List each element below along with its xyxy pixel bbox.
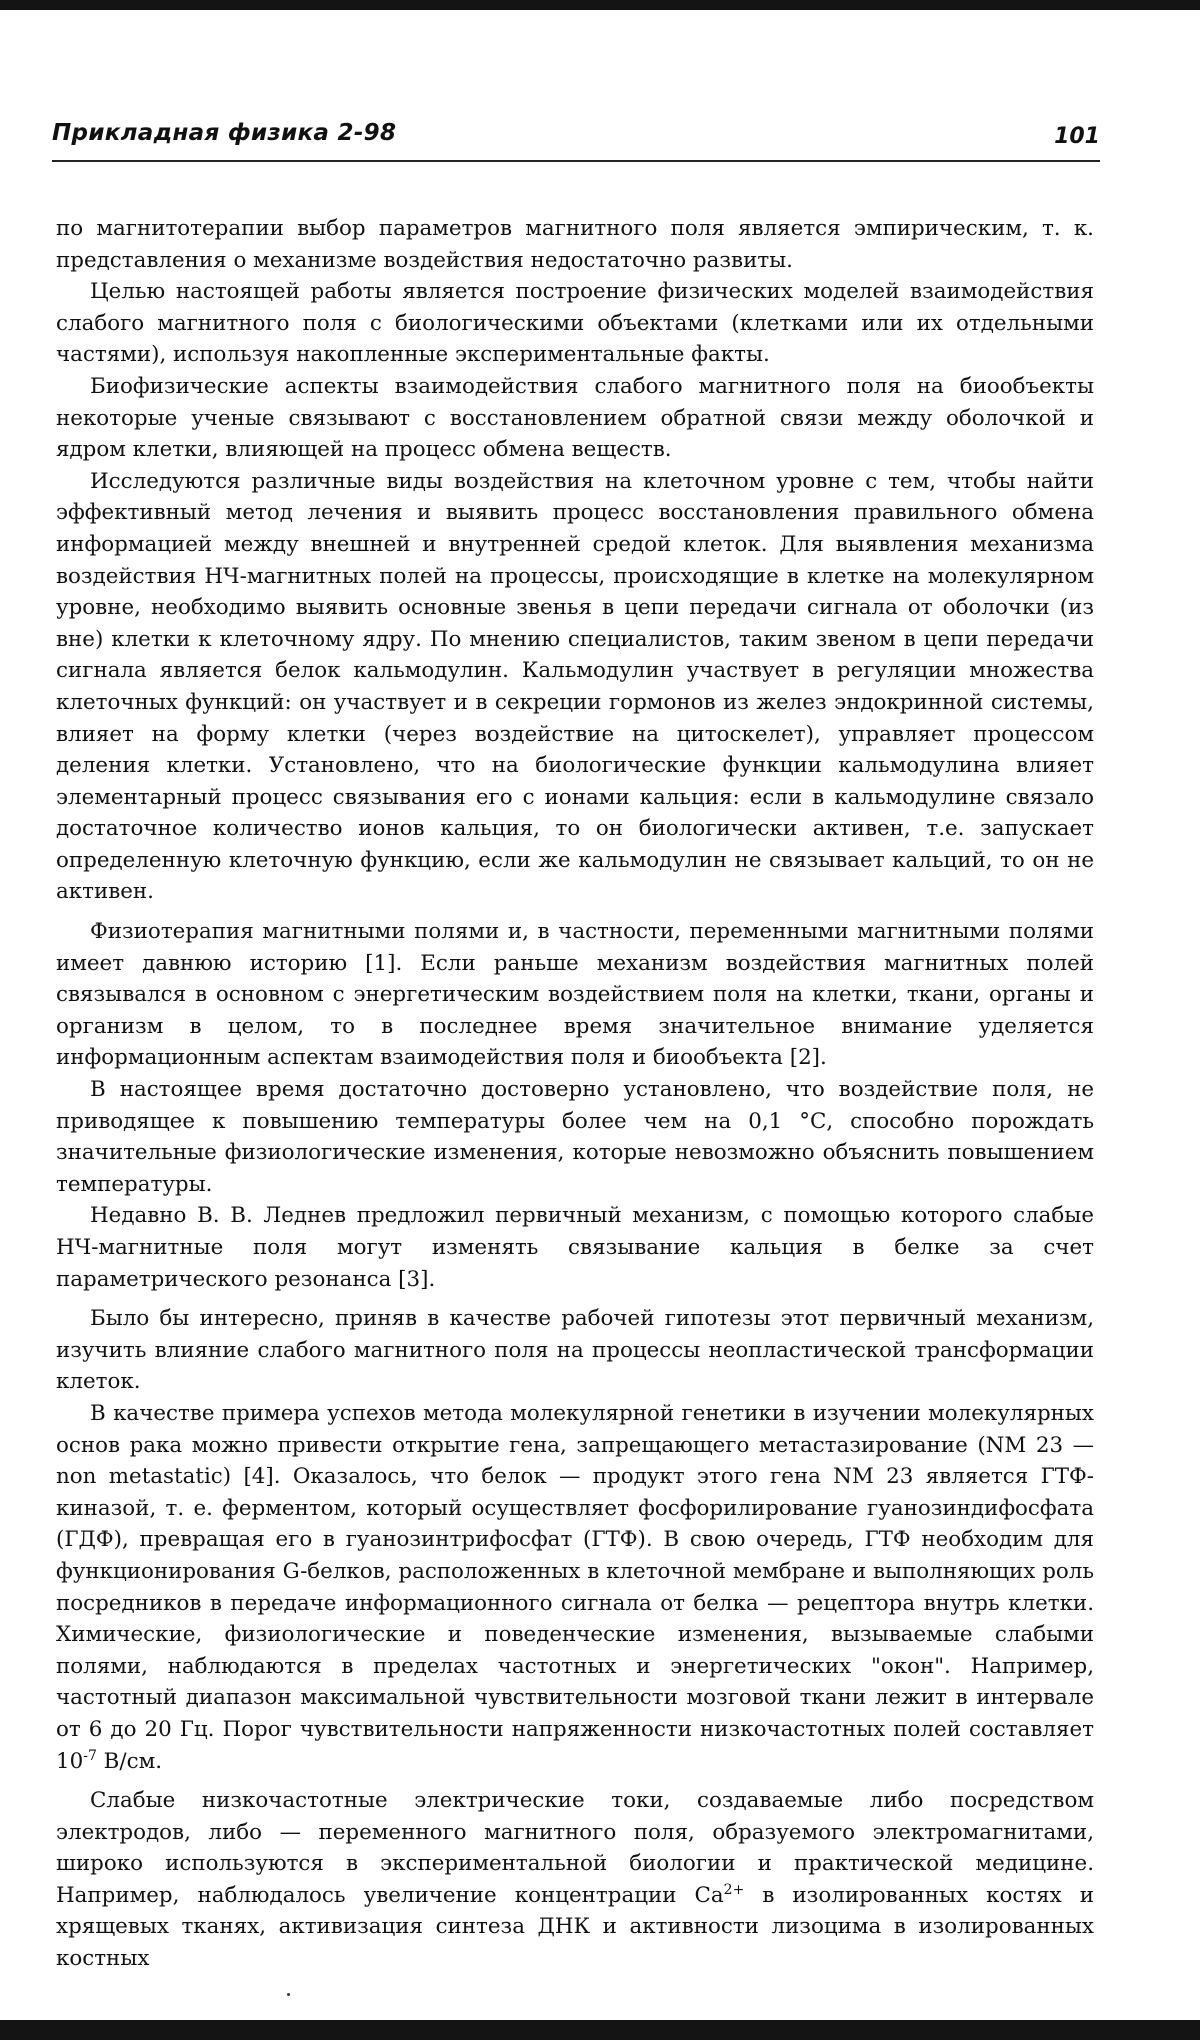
scan-border-top	[0, 0, 1200, 10]
exponent-minus-seven: -7	[83, 1747, 97, 1764]
page-number: 101	[1054, 124, 1100, 149]
paragraph-nm23-gene	[56, 1398, 1094, 1777]
header-rule	[52, 160, 1100, 162]
paragraph-biophysical-aspects: Биофизические аспекты взаимодействия слабого магнитного поля на биообъекты некоторые ученые связывают с восстановлением обратной связи между оболочкой и ядром клетки, влияющей на процесс обмена веществ.	[56, 373, 1094, 463]
paragraph-calmodulin: Исследуются различные виды воздействия на клеточном уровне с тем, чтобы найти эффективный метод лечения и выявить процесс восстановления правильного обмена информацией между внешней и внутренней средой клеток. Для выявления механизма воздействия НЧ-магнитных полей на процессы, происходящие в клетке на молекулярном уровне, необходимо выявить основные звенья в цепи передачи сигнала от оболочки (из вне) клетки к клеточному ядру. По мнению специалистов, таким звеном в цепи передачи сигнала является белок кальмодулин. Кальмодулин участвует в регуляции множества клеточных функций: он участвует и в секреции гормонов из желез эндокринной системы, влияет на форму клетки (через воздействие на цитоскелет), управляет процессом деления клетки. Установлено, что на биологические функции кальмодулина влияет элементарный процесс связывания его с ионами кальция: если в кальмодулине связало достаточное количество ионов кальция, то он биологически активен, т.е. запускает определенную клеточную функцию, если же кальмодулин не связывает кальций, то он не активен.	[56, 468, 1094, 905]
paragraph-physiotherapy: Физиотерапия магнитными полями и, в частности, переменными магнитными полями имеет давнюю историю [1]. Если раньше механизм воздействия магнитных полей связывался в основном с энергетическим воздействием поля на клетки, ткани, органы и организм в целом, то в последнее время значительное внимание уделяется информационным аспектам взаимодействия поля и биообъекта [2].	[56, 919, 1094, 1071]
paragraph-currents-end: в изолированных костях и хрящевых тканях, активизация синтеза ДНК и активности лизоцима в изолированных костных	[56, 1882, 1095, 1972]
article-body	[56, 213, 1094, 1975]
paragraph-currents-text: Слабые низкочастотные электрические токи, создаваемые либо посредством электродов, либо — переменного магнитного поля, образуемого электромагнитами, широко используются в экспериментальной биологии и практической медицине. Например, наблюдалось увеличение концентрации Ca	[56, 1788, 1094, 1908]
paragraph-nm23-text: В качестве примера успехов метода молекулярной генетики в изучении молекулярных основ рака можно привести открытие гена, запрещающего метастазирование (NM 23 — non metastatic) [4]. Оказалось, что белок — продукт этого гена NM 23 является ГТФ-киназой, т. е. ферментом, который осуществляет фосфорилирование гуанозиндифосфата (ГДФ), превращая его в гуанозинтрифосфат (ГТФ). В свою очередь, ГТФ необходим для функционирования G-белков, расположенных в клеточной мембране и выполняющих роль посредников в передаче информационного сигнала от белка — рецептора внутрь клетки. Химические, физиологические и поведенческие изменения, вызываемые слабыми полями, наблюдаются в пределах частотных и энергетических "окон". Например, частотный диапазон максимальной чувствительности мозговой ткани лежит в интервале от 6 до 20 Гц. Порог чувствительности напряженности низкочастотных полей составляет 10	[56, 1400, 1094, 1774]
paragraph-low-frequency-currents	[56, 1785, 1094, 1975]
scan-speck	[287, 1993, 290, 1996]
paragraph-lednev: Недавно В. В. Леднев предложил первичный механизм, с помощью которого слабые НЧ-магнитные поля могут изменять связывание кальция в белке за счет параметрического резонанса [3].	[56, 1203, 1094, 1292]
paragraph-hypothesis: Было бы интересно, приняв в качестве рабочей гипотезы этот первичный механизм, изучить влияние слабого магнитного поля на процессы неопластической трансформации клеток.	[56, 1306, 1094, 1395]
calcium-charge-superscript: 2+	[723, 1881, 745, 1898]
scan-border-bottom	[0, 2020, 1200, 2040]
journal-title: Прикладная физика 2-98	[52, 120, 397, 146]
paragraph-goal: Целью настоящей работы является построение физических моделей взаимодействия слабого магнитного поля с биологическими объектами (клетками или их отдельными частями), используя накопленные экспериментальные факты.	[56, 279, 1094, 368]
paragraph-nm23-unit: В/см.	[96, 1748, 163, 1774]
paragraph-temperature: В настоящее время достаточно достоверно установлено, что воздействие поля, не приводящее к повышению температуры более чем на 0,1 °С, способно порождать значительные физиологические изменения, которые невозможно объяснить повышением температуры.	[56, 1077, 1094, 1197]
paragraph-continuation: по магнитотерапии выбор параметров магнитного поля является эмпирическим, т. к. представления о механизме воздействия недостаточно развиты.	[56, 216, 1094, 273]
running-header	[52, 118, 1100, 156]
